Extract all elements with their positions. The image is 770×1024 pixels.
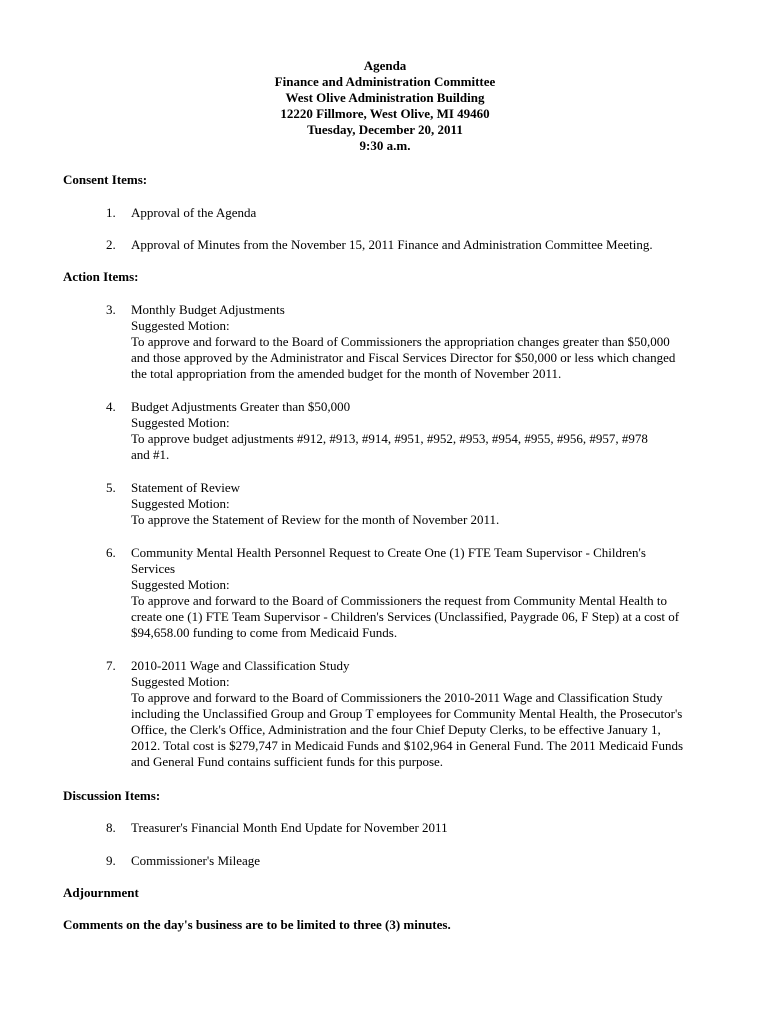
action-heading: Action Items: <box>63 269 139 284</box>
motion-text: the total appropriation from the amended budget for the month of November 2011. <box>131 366 562 381</box>
item-title: 2010-2011 Wage and Classification Study <box>131 658 350 673</box>
item-number: 6. <box>106 545 116 560</box>
item-number: 9. <box>106 853 116 868</box>
motion-label: Suggested Motion: <box>131 674 230 689</box>
motion-text: including the Unclassified Group and Group T employees for Community Mental Health, the Prosecutor's <box>131 706 683 721</box>
motion-text: $94,658.00 funding to come from Medicaid Funds. <box>131 625 398 640</box>
motion-text: create one (1) FTE Team Supervisor - Children's Services (Unclassified, Paygrade 06, F Step) at a cost of <box>131 609 680 624</box>
motion-text: To approve and forward to the Board of Commissioners the appropriation changes greater than $50,000 <box>131 334 670 349</box>
item-number: 5. <box>106 480 116 495</box>
motion-text: and General Fund contains sufficient funds for this purpose. <box>131 754 444 769</box>
motion-text: To approve the Statement of Review for the month of November 2011. <box>131 512 500 527</box>
header-title: Agenda <box>363 58 407 73</box>
item-title: Services <box>131 561 176 576</box>
item-number: 3. <box>106 302 116 317</box>
agenda-item-5 <box>106 480 706 528</box>
header-committee: Finance and Administration Committee <box>274 74 496 89</box>
motion-text: To approve budget adjustments #912, #913, #914, #951, #952, #953, #954, #955, #956, #957, #978 <box>131 431 648 446</box>
header-address: 12220 Fillmore, West Olive, MI 49460 <box>280 106 490 121</box>
motion-label: Suggested Motion: <box>131 496 230 511</box>
item-number: 4. <box>106 399 116 414</box>
agenda-item-4 <box>106 399 706 463</box>
motion-text: Office, the Clerk's Office, Administration and the four Chief Deputy Clerks, to be effective January 1, <box>131 722 661 737</box>
motion-label: Suggested Motion: <box>131 577 230 592</box>
comments-note: Comments on the day's business are to be limited to three (3) minutes. <box>63 917 451 932</box>
header-time: 9:30 a.m. <box>359 138 411 153</box>
motion-text: 2012. Total cost is $279,747 in Medicaid Funds and $102,964 in General Fund. The 2011 Medicaid Funds <box>131 738 684 753</box>
discussion-heading: Discussion Items: <box>63 788 161 803</box>
header-building: West Olive Administration Building <box>285 90 485 105</box>
agenda-item-8 <box>106 820 706 836</box>
agenda-item-9 <box>106 853 706 869</box>
agenda-header <box>0 58 770 154</box>
consent-heading: Consent Items: <box>63 172 148 187</box>
item-title: Statement of Review <box>131 480 241 495</box>
motion-label: Suggested Motion: <box>131 318 230 333</box>
adjournment-heading: Adjournment <box>63 885 139 900</box>
item-number: 7. <box>106 658 116 673</box>
item-title: Treasurer's Financial Month End Update for November 2011 <box>131 820 448 835</box>
agenda-item-1 <box>106 205 706 221</box>
item-title: Monthly Budget Adjustments <box>131 302 285 317</box>
motion-text: and #1. <box>131 447 170 462</box>
agenda-item-7 <box>106 658 706 770</box>
agenda-item-3 <box>106 302 706 382</box>
agenda-item-2 <box>106 237 746 253</box>
item-number: 8. <box>106 820 116 835</box>
motion-text: To approve and forward to the Board of Commissioners the 2010-2011 Wage and Classification Study <box>131 690 663 705</box>
item-title: Budget Adjustments Greater than $50,000 <box>131 399 351 414</box>
item-title: Commissioner's Mileage <box>131 853 261 868</box>
item-number: 2. <box>106 237 116 252</box>
motion-label: Suggested Motion: <box>131 415 230 430</box>
item-number: 1. <box>106 205 116 220</box>
item-title: Community Mental Health Personnel Request to Create One (1) FTE Team Supervisor - Children's <box>131 545 646 560</box>
motion-text: To approve and forward to the Board of Commissioners the request from Community Mental Health to <box>131 593 667 608</box>
agenda-item-6 <box>106 545 706 641</box>
item-title: Approval of Minutes from the November 15, 2011 Finance and Administration Committee Meeting. <box>131 237 653 252</box>
item-title: Approval of the Agenda <box>131 205 257 220</box>
motion-text: and those approved by the Administrator and Fiscal Services Director for $50,000 or less which changed <box>131 350 676 365</box>
header-date: Tuesday, December 20, 2011 <box>307 122 463 137</box>
